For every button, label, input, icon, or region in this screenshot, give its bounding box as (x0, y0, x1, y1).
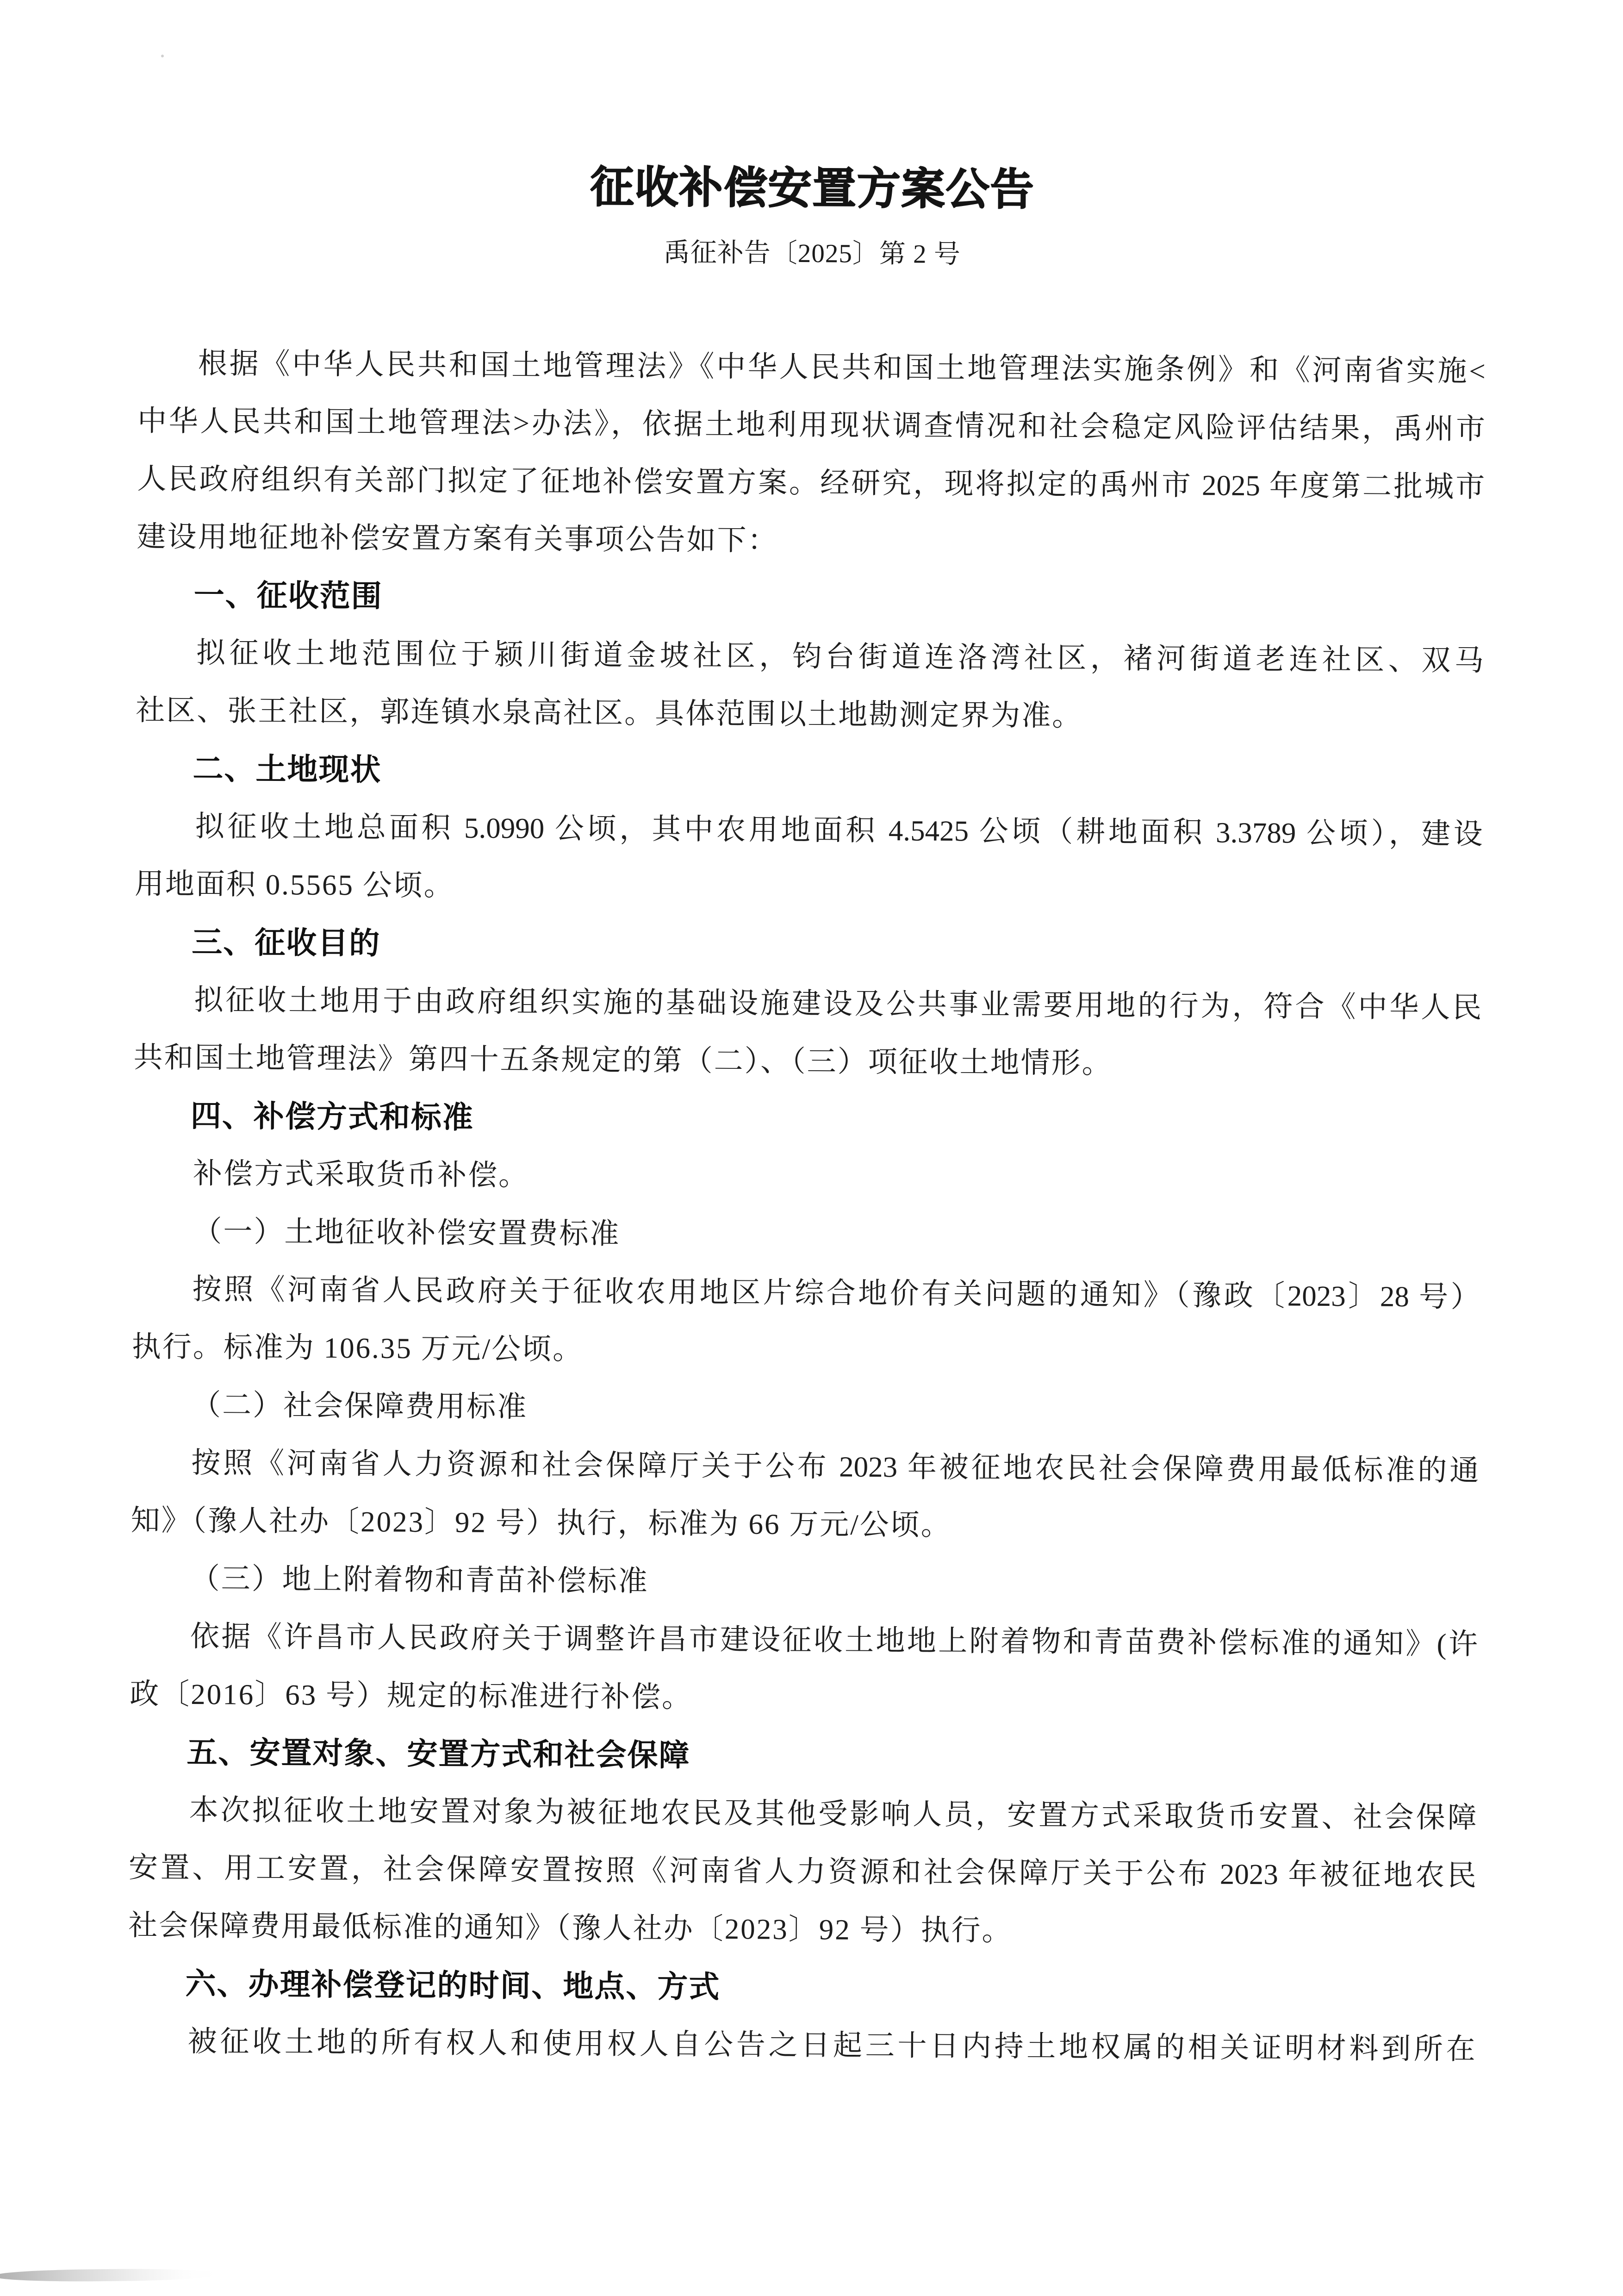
document-line: 按照《河南省人民政府关于征收农用地区片综合地价有关问题的通知》（豫政〔2023〕28 号） (192, 1273, 1480, 1314)
document-line: 执行。标准为 106.35 万元/公顷。 (131, 1330, 584, 1366)
document-line: 用地面积 0.5565 公顷。 (134, 867, 454, 902)
document-line: 社区、张王社区，郭连镇水泉高社区。具体范围以土地勘测定界为准。 (136, 694, 1083, 732)
scan-speck-artifact (161, 55, 164, 57)
document-line: 安置、用工安置，社会保障安置按照《河南省人力资源和社会保障厅关于公布 2023 年被征地农民 (128, 1851, 1477, 1892)
document-line: 一、征收范围 (193, 578, 383, 613)
document-line: 被征收土地的所有权人和使用权人自公告之日起三十日内持土地权属的相关证明材料到所在 (187, 2025, 1475, 2065)
document-line: 政〔2016〕63 号）规定的标准进行补偿。 (130, 1678, 693, 1714)
document-line: 社会保障费用最低标准的通知》（豫人社办〔2023〕92 号）执行。 (128, 1909, 1013, 1947)
document-lines (127, 334, 1486, 2078)
document-line: 三、征收目的 (191, 924, 381, 961)
document-line: 根据《中华人民共和国土地管理法》《中华人民共和国土地管理法实施条例》和《河南省实施< (198, 347, 1486, 388)
document-line: 按照《河南省人力资源和社会保障厅关于公布 2023 年被征地农民社会保障费用最低标准的通 (191, 1447, 1479, 1487)
document-line: 四、补偿方式和标准 (190, 1098, 474, 1135)
document-line: 知》（豫人社办〔2023〕92 号）执行，标准为 66 万元/公顷。 (131, 1504, 952, 1542)
document-line: （二）社会保障费用标准 (191, 1389, 528, 1423)
document-line: 拟征收土地范围位于颍川街道金坡社区，钧台街道连洛湾社区，褚河街道老连社区、双马 (196, 636, 1484, 677)
document-line: 补偿方式采取货币补偿。 (193, 1157, 529, 1192)
document-number: 禹征补告〔2025〕第 2 号 (663, 238, 961, 269)
document-line: 二、土地现状 (193, 751, 382, 787)
document-line: 共和国土地管理法》第四十五条规定的第（二）、（三）项征收土地情形。 (133, 1041, 1113, 1080)
document-line: 本次拟征收土地安置对象为被征地农民及其他受影响人员，安置方式采取货币安置、社会保障 (189, 1793, 1477, 1834)
document-title: 征收补偿安置方案公告 (590, 163, 1035, 215)
document-line: 拟征收土地用于由政府组织实施的基础设施建设及公共事业需要用地的行为，符合《中华人民 (194, 984, 1482, 1024)
document-line: （一）土地征收补偿安置费标准 (193, 1215, 621, 1250)
document-line: 依据《许昌市人民政府关于调整许昌市建设征收土地地上附着物和青苗费补偿标准的通知》(许 (190, 1620, 1478, 1660)
document-line: 五、安置对象、安置方式和社会保障 (187, 1734, 690, 1772)
document-line: 中华人民共和国土地管理法>办法》，依据土地利用现状调查情况和社会稳定风险评估结果，禹州市 (137, 405, 1486, 446)
document-line: 拟征收土地总面积 5.0990 公顷，其中农用地面积 4.5425 公顷（耕地面积 3.3789 公顷），建设 (195, 810, 1483, 851)
document-line: 建设用地征地补偿安置方案有关事项公告如下： (137, 520, 778, 557)
document-line: （三）地上附着物和青苗补偿标准 (190, 1562, 649, 1598)
document-line: 人民政府组织有关部门拟定了征地补偿安置方案。经研究，现将拟定的禹州市 2025 年度第二批城市 (137, 462, 1485, 504)
document-line: 六、办理补偿登记的时间、地点、方式 (185, 1966, 721, 2004)
